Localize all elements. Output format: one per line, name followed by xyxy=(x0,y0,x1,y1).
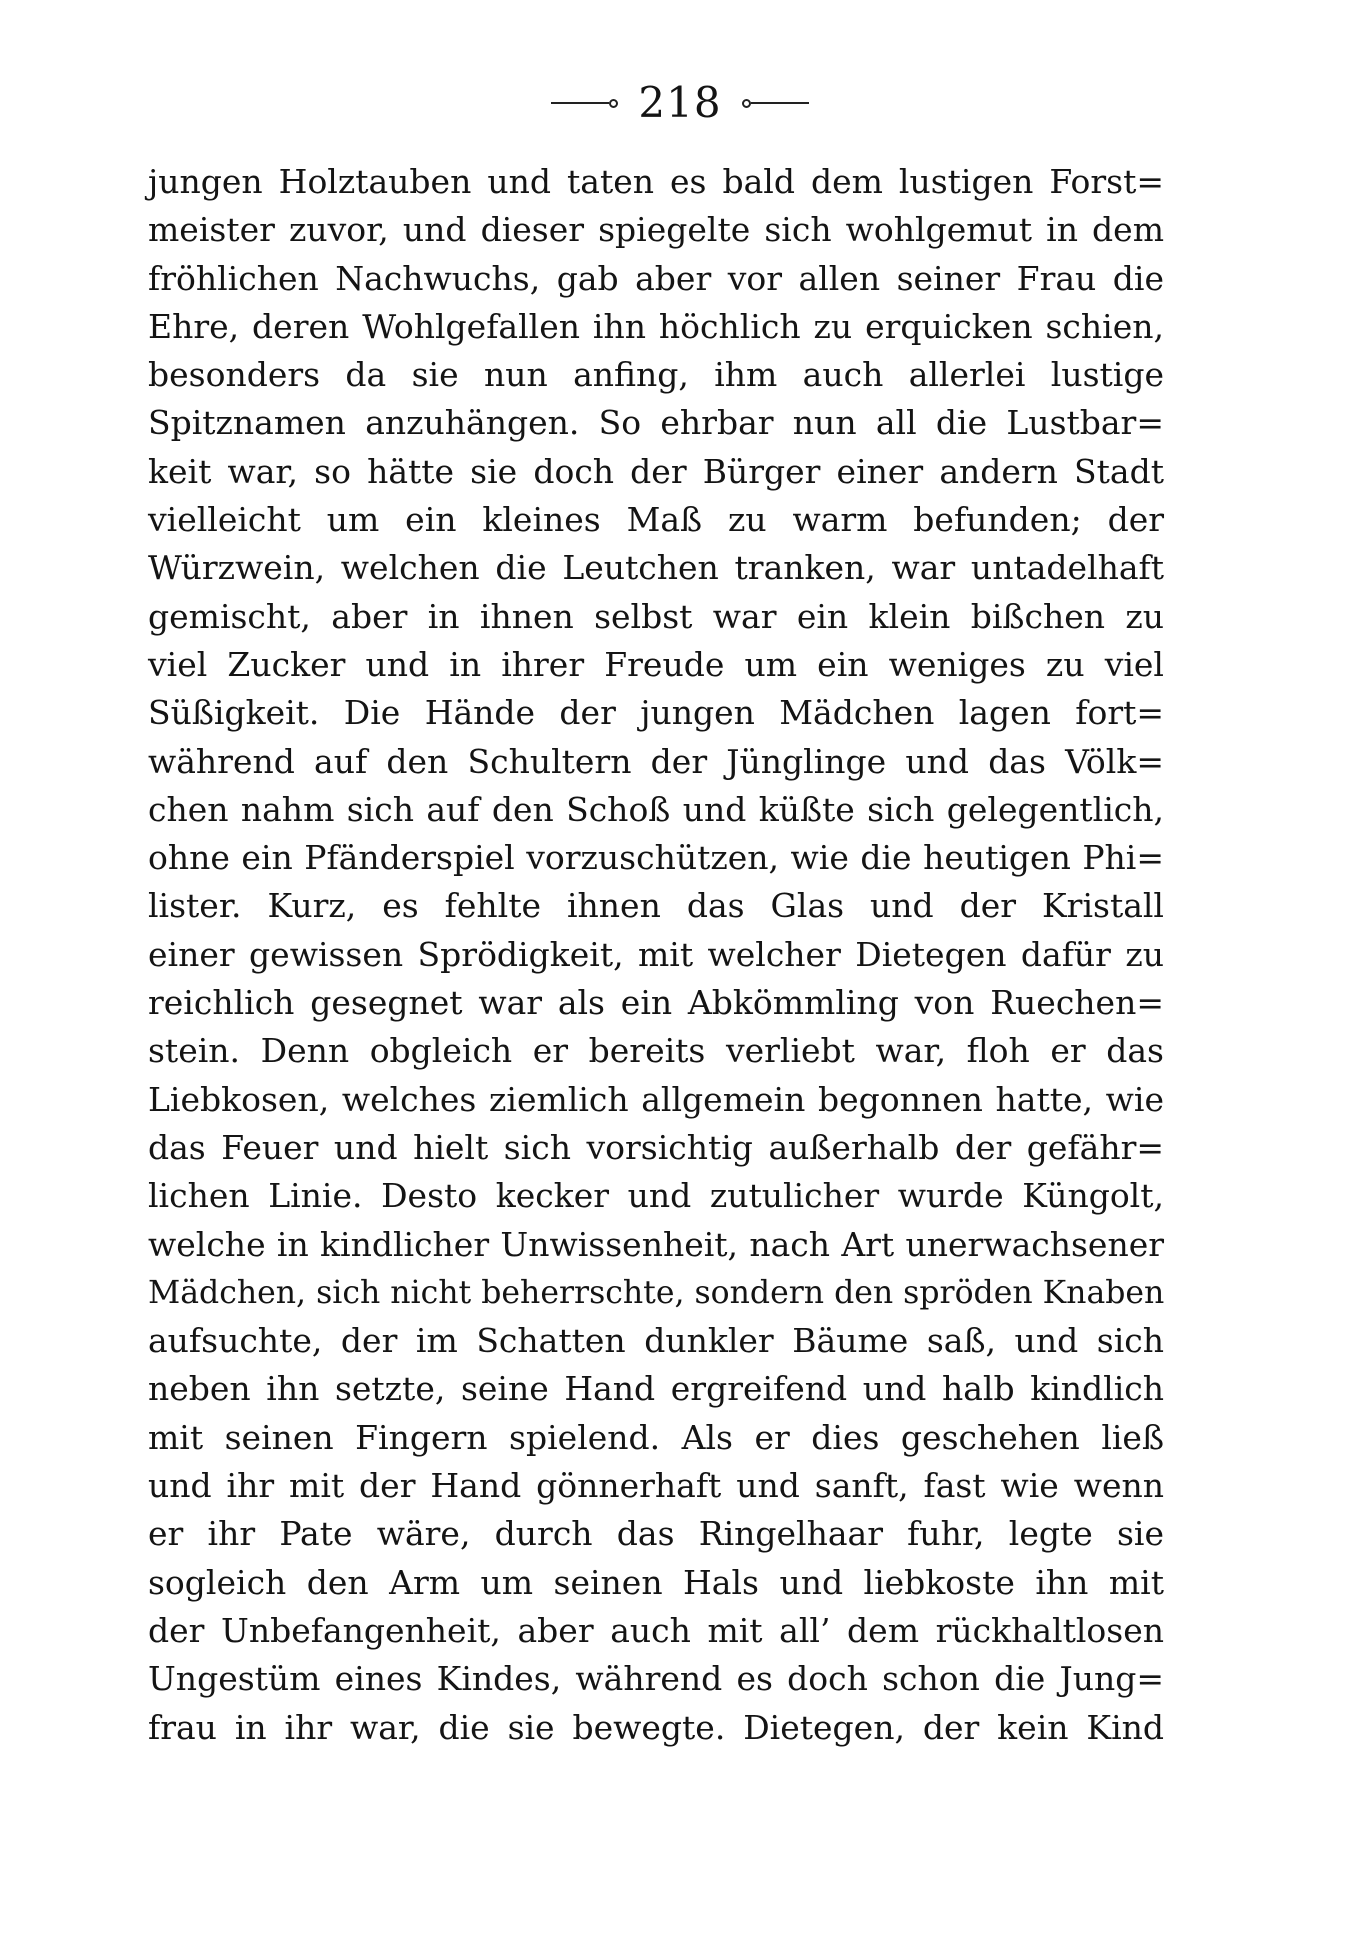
text-line: das Feuer und hielt sich vorsichtig außerhalb der gefähr= xyxy=(148,1127,1164,1167)
text-line: meister zuvor, und dieser spiegelte sich wohlgemut in dem xyxy=(148,210,1164,250)
text-line: Würzwein, welchen die Leutchen tranken, war untadelhaft xyxy=(148,548,1164,588)
text-line: sogleich den Arm um seinen Hals und liebkoste ihn mit xyxy=(148,1562,1164,1602)
text-line: Liebkosen, welches ziemlich allgemein begonnen hatte, wie xyxy=(148,1079,1164,1119)
text-line: Mädchen, sich nicht beherrschte, sondern den spröden Knaben xyxy=(148,1274,1165,1311)
body-text xyxy=(148,158,1164,1752)
header-ornament-left xyxy=(551,99,618,108)
text-line: gemischt, aber in ihnen selbst war ein klein bißchen zu xyxy=(148,596,1164,636)
text-line: viel Zucker und in ihrer Freude um ein weniges zu viel xyxy=(148,644,1164,684)
text-line: während auf den Schultern der Jünglinge und das Völk= xyxy=(148,741,1164,781)
text-line: fröhlichen Nachwuchs, gab aber vor allen seiner Frau die xyxy=(148,258,1164,298)
text-line: jungen Holztauben und taten es bald dem lustigen Forst= xyxy=(148,162,1164,201)
text-line: Süßigkeit. Die Hände der jungen Mädchen lagen fort= xyxy=(148,693,1164,733)
text-line: neben ihn setzte, seine Hand ergreifend und halb kindlich xyxy=(148,1369,1164,1409)
text-line: er ihr Pate wäre, durch das Ringelhaar fuhr, legte sie xyxy=(148,1514,1164,1554)
page-header xyxy=(0,78,1360,128)
header-rule-line xyxy=(751,102,809,104)
text-line: vielleicht um ein kleines Maß zu warm befunden; der xyxy=(148,500,1164,540)
header-rule-line xyxy=(551,102,609,104)
text-line: lichen Linie. Desto kecker und zutulicher wurde Küngolt, xyxy=(148,1176,1164,1216)
text-line: stein. Denn obgleich er bereits verliebt war, floh er das xyxy=(148,1031,1164,1071)
text-line: chen nahm sich auf den Schoß und küßte sich gelegentlich, xyxy=(148,789,1164,829)
text-line: lister. Kurz, es fehlte ihnen das Glas und der Kristall xyxy=(148,886,1164,926)
page-number: 218 xyxy=(638,78,722,127)
text-line: frau in ihr war, die sie bewegte. Dietegen, der kein Kind xyxy=(148,1707,1164,1747)
text-line: Spitznamen anzuhängen. So ehrbar nun all die Lustbar= xyxy=(148,403,1164,443)
text-line: und ihr mit der Hand gönnerhaft und sanft, fast wie wenn xyxy=(148,1466,1164,1506)
header-ornament-right xyxy=(742,99,809,108)
text-line: mit seinen Fingern spielend. Als er dies geschehen ließ xyxy=(148,1417,1164,1457)
text-line: einer gewissen Sprödigkeit, mit welcher Dietegen dafür zu xyxy=(148,934,1164,974)
text-line: reichlich gesegnet war als ein Abkömmling von Ruechen= xyxy=(148,983,1164,1023)
text-line: keit war, so hätte sie doch der Bürger einer andern Stadt xyxy=(148,451,1164,491)
text-line: besonders da sie nun anfing, ihm auch allerlei lustige xyxy=(148,355,1164,395)
text-line: ohne ein Pfänderspiel vorzuschützen, wie die heutigen Phi= xyxy=(148,838,1164,878)
text-line: der Unbefangenheit, aber auch mit all’ dem rückhaltlosen xyxy=(148,1610,1164,1650)
text-line: Ungestüm eines Kindes, während es doch schon die Jung= xyxy=(148,1659,1164,1699)
text-line: welche in kindlicher Unwissenheit, nach Art unerwachsener xyxy=(148,1224,1164,1264)
header-rule-dot xyxy=(609,99,618,108)
text-line: Ehre, deren Wohlgefallen ihn höchlich zu erquicken schien, xyxy=(148,306,1164,346)
header-rule-dot xyxy=(742,99,751,108)
text-line: aufsuchte, der im Schatten dunkler Bäume saß, und sich xyxy=(148,1321,1164,1361)
